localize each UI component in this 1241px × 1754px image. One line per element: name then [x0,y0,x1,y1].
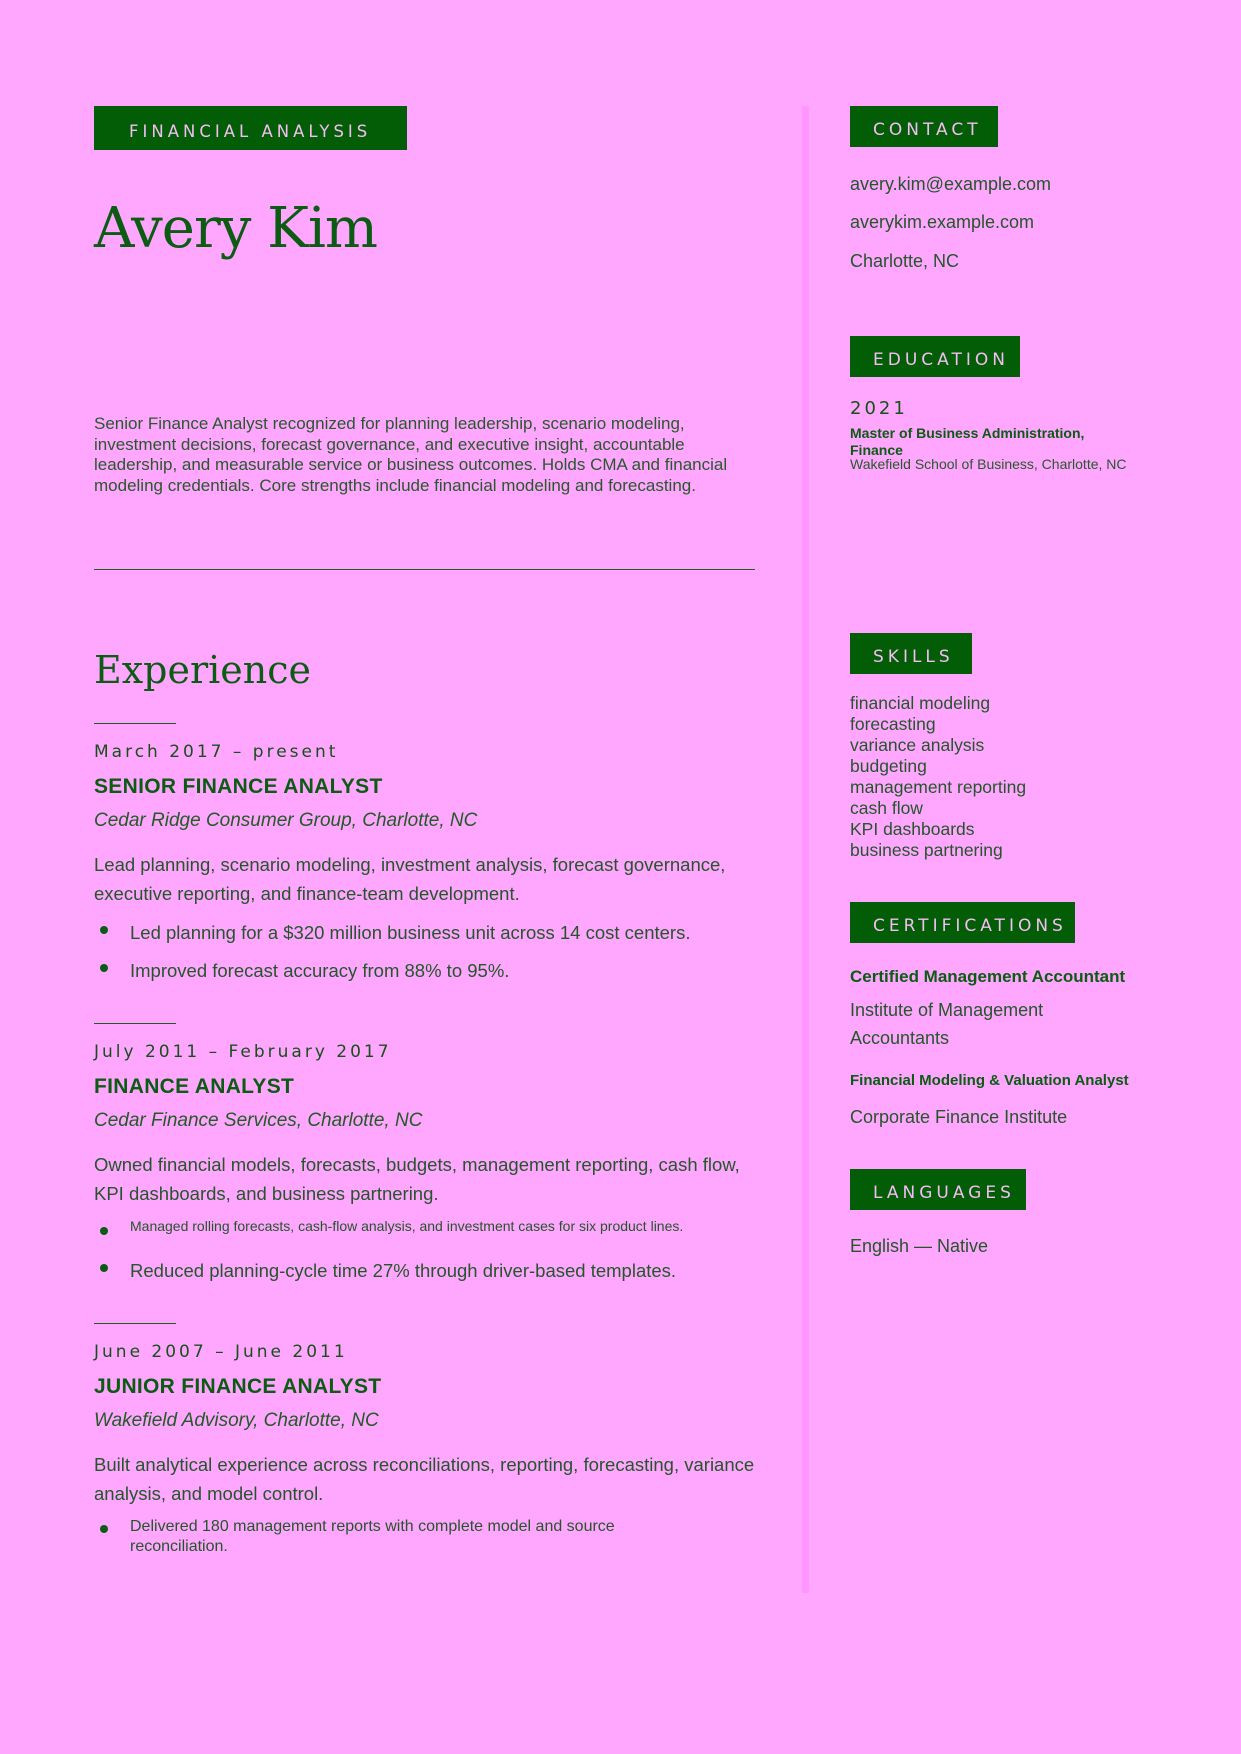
job-period: July 2011 – February 2017 [94,1042,392,1062]
role-tag [94,106,407,150]
job-summary: Lead planning, scenario modeling, investment analysis, forecast governance, executive reporting, and finance-team development. [94,854,726,904]
header-divider [94,569,755,570]
bullet-dot-icon [100,1227,108,1235]
education-heading: EDUCATION [850,336,1020,377]
skills-heading: SKILLS [850,633,972,674]
job-period: June 2007 – June 2011 [94,1342,348,1362]
skill-item: forecasting [850,714,936,734]
job-title: SENIOR FINANCE ANALYST [94,775,383,798]
skill-item: financial modeling [850,693,991,713]
skill-item: business partnering [850,840,1003,860]
role-tag-label: FINANCIAL ANALYSIS [129,122,372,141]
certification-name: Certified Management Accountant [850,967,1126,986]
job-summary: Owned financial models, forecasts, budgets, management reporting, cash flow, KPI dashboards, and business partnering. [94,1154,740,1204]
certifications-heading: CERTIFICATIONS [850,902,1075,943]
skill-item: KPI dashboards [850,819,975,839]
job-separator [94,1323,176,1324]
languages-heading: LANGUAGES [850,1169,1026,1210]
bullet-dot-icon [100,964,108,972]
skill-item: budgeting [850,756,927,776]
education-year: 2021 [850,398,908,419]
job-separator [94,723,176,724]
contact-location: Charlotte, NC [850,251,960,271]
bullet-dot-icon [100,1525,108,1533]
candidate-name: Avery Kim [94,196,378,261]
contact-email[interactable]: avery.kim@example.com [850,174,1051,194]
education-degree: Master of Business Administration, Finance [850,425,1085,458]
experience-heading: Experience [94,648,312,692]
job-summary: Built analytical experience across reconciliations, reporting, forecasting, variance analysis, and model control. [94,1454,755,1504]
education-school: Wakefield School of Business, Charlotte, NC [850,456,1127,472]
certification-issuer: Institute of Management Accountants [850,1000,1044,1048]
certification-name: Financial Modeling & Valuation Analyst [850,1072,1129,1089]
job-company: Cedar Ridge Consumer Group, Charlotte, NC [94,810,478,831]
skill-item: management reporting [850,777,1027,797]
language-item: English — Native [850,1236,989,1256]
job-title: FINANCE ANALYST [94,1075,295,1098]
profile-summary: Senior Finance Analyst recognized for planning leadership, scenario modeling, investment decisions, forecast governance, and executive insight, accountable leadership, and measurable service or business outcomes. Holds CMA and financial modeling credentials. Core strengths include financial modeling and forecasting. [94,414,728,495]
certification-issuer: Corporate Finance Institute [850,1107,1068,1127]
bullet-dot-icon [100,1264,108,1272]
job-separator [94,1023,176,1024]
column-rule [802,106,809,1593]
contact-heading: CONTACT [850,106,998,147]
job-company: Wakefield Advisory, Charlotte, NC [94,1410,379,1431]
bullet-dot-icon [100,926,108,934]
contact-website[interactable]: averykim.example.com [850,212,1035,232]
job-company: Cedar Finance Services, Charlotte, NC [94,1110,423,1131]
skill-item: cash flow [850,798,923,818]
job-period: March 2017 – present [94,742,339,762]
skills-list [850,693,1026,861]
skill-item: variance analysis [850,735,985,755]
job-title: JUNIOR FINANCE ANALYST [94,1375,382,1398]
